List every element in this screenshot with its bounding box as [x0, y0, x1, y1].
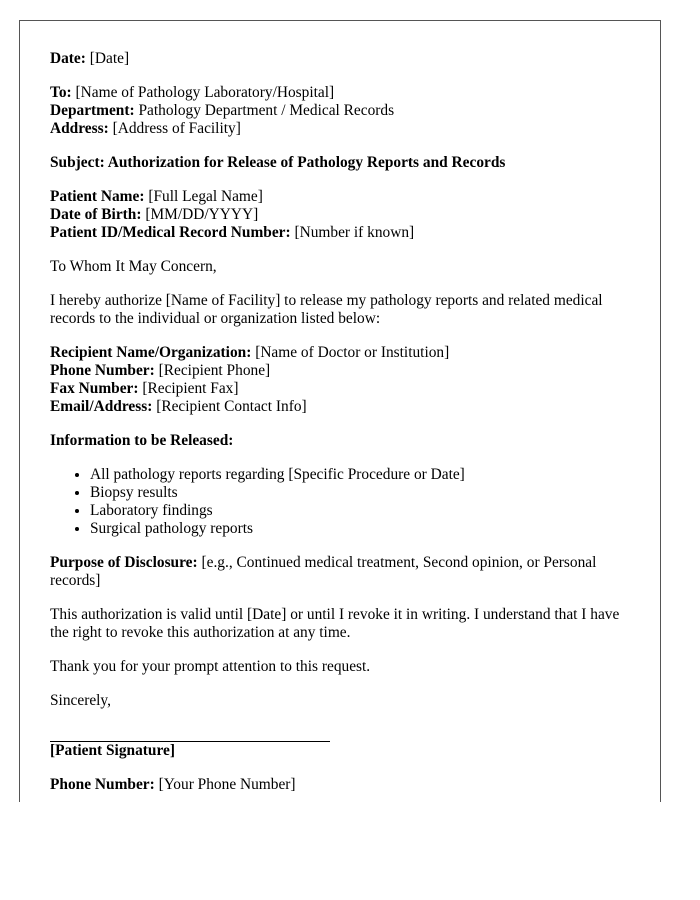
signature-label: [Patient Signature] [50, 742, 175, 759]
signature-label-line [50, 742, 630, 760]
date-line [50, 50, 630, 68]
purpose-value: [e.g., Continued medical treatment, Second opinion, or Personal records] [50, 554, 597, 589]
recipient-email-label: Email/Address: [50, 398, 153, 415]
address-line [50, 120, 630, 138]
date-value: [Date] [89, 50, 130, 67]
department-value: Pathology Department / Medical Records [138, 102, 395, 119]
recipient-fax-line [50, 380, 630, 398]
info-list [50, 466, 630, 538]
recipient-phone-line [50, 362, 630, 380]
to-label: To: [50, 84, 72, 101]
department-line [50, 102, 630, 120]
recipient-phone-label: Phone Number: [50, 362, 155, 379]
patient-dob-label: Date of Birth: [50, 206, 142, 223]
recipient-name-value: [Name of Doctor or Institution] [255, 344, 450, 361]
patient-name-label: Patient Name: [50, 188, 145, 205]
salutation: To Whom It May Concern, [50, 258, 217, 275]
patient-name-line [50, 188, 630, 206]
patient-dob-line [50, 206, 630, 224]
patient-id-line [50, 224, 630, 242]
recipient-phone-value: [Recipient Phone] [158, 362, 271, 379]
patient-id-value: [Number if known] [294, 224, 415, 241]
address-value: [Address of Facility] [112, 120, 241, 137]
authorization-paragraph: I hereby authorize [Name of Facility] to release my pathology reports and related medical records to the individual or organization listed below: [50, 292, 603, 327]
recipient-fax-value: [Recipient Fax] [142, 380, 239, 397]
footer-phone-value: [Your Phone Number] [158, 776, 296, 793]
letter-document [19, 20, 661, 802]
thanks-line: Thank you for your prompt attention to this request. [50, 658, 371, 675]
subject-line [50, 154, 630, 172]
list-item: • Laboratory findings [90, 502, 630, 520]
list-item: • Biopsy results [90, 484, 630, 502]
department-label: Department: [50, 102, 135, 119]
footer-phone-line [50, 776, 630, 794]
subject-text: Subject: Authorization for Release of Pathology Reports and Records [50, 154, 506, 171]
purpose-line [50, 554, 630, 590]
info-heading [50, 432, 630, 450]
patient-name-value: [Full Legal Name] [148, 188, 263, 205]
list-item: • All pathology reports regarding [Specific Procedure or Date] [90, 466, 630, 484]
footer-phone-label: Phone Number: [50, 776, 155, 793]
list-item: • Surgical pathology reports [90, 520, 630, 538]
recipient-name-line [50, 344, 630, 362]
to-line [50, 84, 630, 102]
patient-id-label: Patient ID/Medical Record Number: [50, 224, 291, 241]
recipient-fax-label: Fax Number: [50, 380, 139, 397]
address-label: Address: [50, 120, 109, 137]
info-heading-text: Information to be Released: [50, 432, 234, 449]
purpose-label: Purpose of Disclosure: [50, 554, 198, 571]
recipient-name-label: Recipient Name/Organization: [50, 344, 252, 361]
recipient-email-value: [Recipient Contact Info] [156, 398, 307, 415]
validity-paragraph: This authorization is valid until [Date] or until I revoke it in writing. I understand that I have the right to revoke this authorization at any time. [50, 606, 620, 641]
to-value: [Name of Pathology Laboratory/Hospital] [75, 84, 335, 101]
closing: Sincerely, [50, 692, 111, 709]
recipient-email-line [50, 398, 630, 416]
date-label: Date: [50, 50, 86, 67]
patient-dob-value: [MM/DD/YYYY] [145, 206, 259, 223]
